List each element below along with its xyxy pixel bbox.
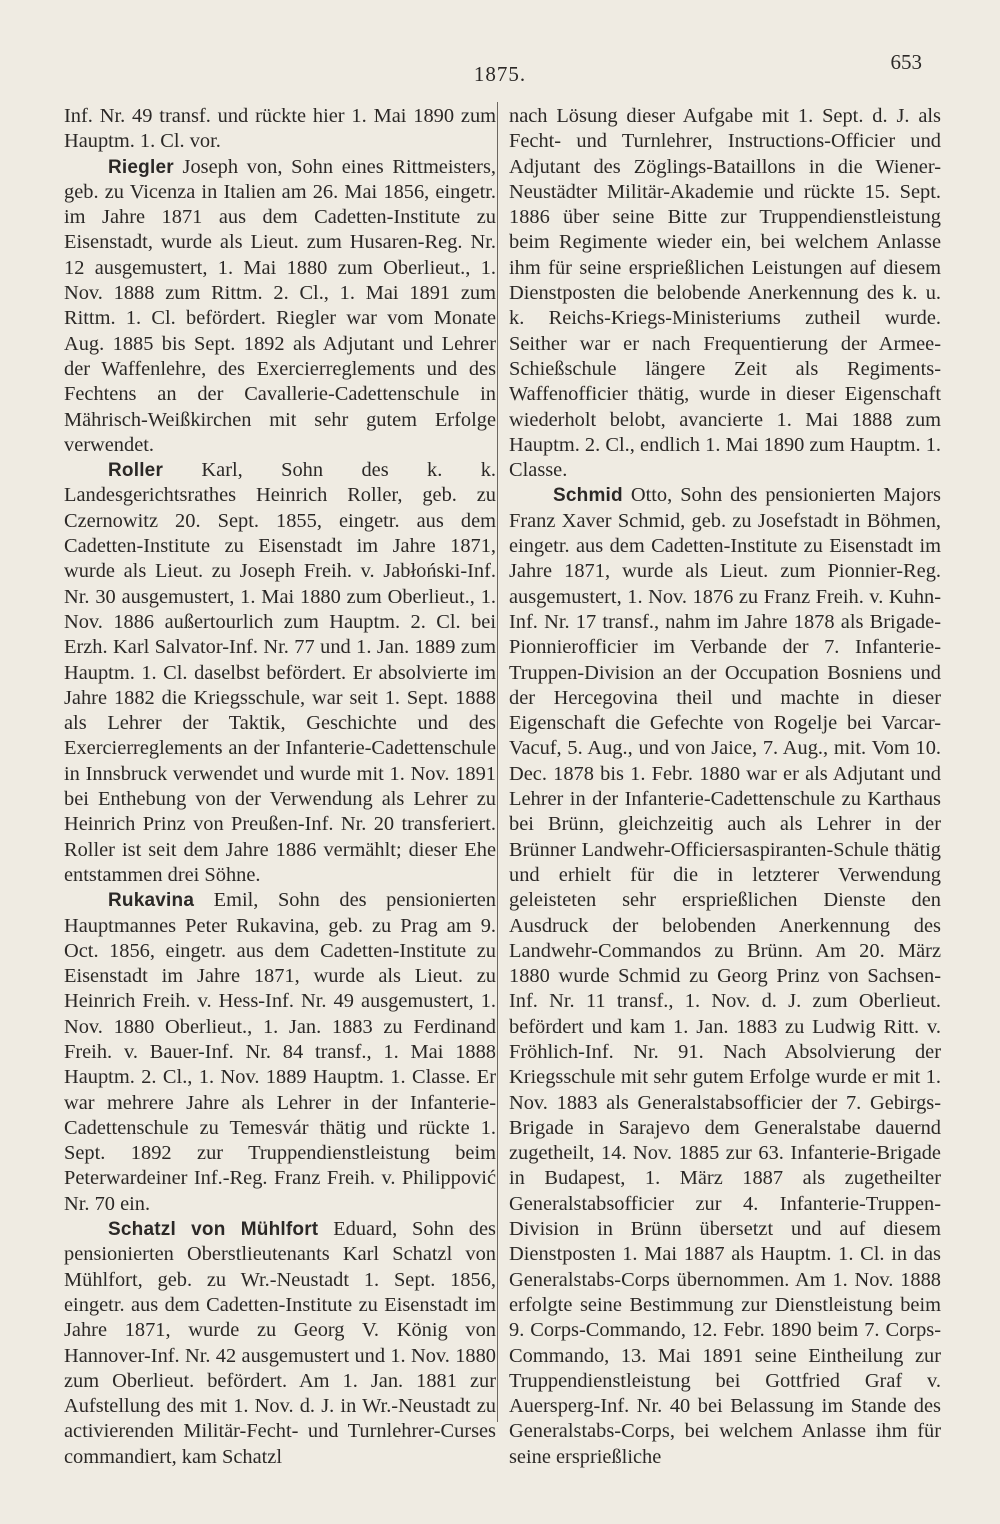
entry-text: Joseph von, Sohn eines Rittmeisters, geb. zu Vicenza in Italien am 26. Mai 1856, eingetr. im Jahre 1871 aus dem Cadetten-Institute zu Eisenstadt, wurde als Lieut. zum Husaren-Reg. Nr. 12 ausgemustert, 1. Mai 1880 zum Oberlieut., 1. Nov. 1888 zum Rittm. 2. Cl., 1. Mai 1891 zum Rittm. 1. Cl. befördert. Riegler war vom Monate Aug. 1885 bis Sept. 1892 als Adjutant und Lehrer der Waffenlehre, des Exercierreglements und des Fechtens an der Cavallerie-Cadettenschule in Mährisch-Weißkirchen mit sehr gutem Erfolge verwendet. [64, 155, 496, 456]
entry-name: Schatzl von Mühlfort [108, 1219, 319, 1241]
paragraph-continuation [64, 104, 496, 155]
paragraph-text: nach Lösung dieser Aufgabe mit 1. Sept. d. J. als Fecht- und Turnlehrer, Instructions-Officier und Adjutant des Zöglings-Bataillons in die Wiener-Neustädter Militär-Akademie und rückte 15. Sept. 1886 über seine Bitte zur Truppendienstleistung beim Regimente wieder ein, bei welchem Anlasse ihm für seine ersprießlichen Leistungen auf diesem Dienstposten die belobende Anerkennung des k. u. k. Reichs-Kriegs-Ministeriums zutheil wurde. Seither war er nach Frequentierung der Armee-Schießschule längere Zeit als Regiments-Waffenofficier thätig, wurde in dieser Eigenschaft wiederholt belobt, avancierte 1. Mai 1888 zum Hauptm. 2. Cl., endlich 1. Mai 1890 zum Hauptm. 1. Classe. [509, 105, 941, 482]
entry-riegler [64, 155, 496, 459]
entry-text: Emil, Sohn des pensionierten Hauptmannes Peter Rukavina, geb. zu Prag am 9. Oct. 1856, eingetr. aus dem Cadetten-Institute zu Eisenstadt im Jahre 1871, wurde als Lieut. zu Heinrich Freih. v. Hess-Inf. Nr. 49 ausgemustert, 1. Nov. 1880 Oberlieut., 1. Jan. 1883 zu Ferdinand Freih. v. Bauer-Inf. Nr. 84 transf., 1. Mai 1888 Hauptm. 2. Cl., 1. Nov. 1889 Hauptm. 1. Classe. Er war mehrere Jahre als Lehrer in der Infanterie-Cadettenschule zu Temesvár thätig und rückte 1. Sept. 1892 zur Truppendienstleistung beim Peterwardeiner Inf.-Reg. Franz Freih. v. Philippović Nr. 70 ein. [64, 889, 496, 1215]
entry-name: Riegler [108, 156, 174, 178]
paragraph-continuation [509, 104, 941, 483]
page-number: 653 [890, 50, 922, 74]
paragraph-text: Inf. Nr. 49 transf. und rückte hier 1. Mai 1890 zum Hauptm. 1. Cl. vor. [64, 105, 496, 153]
page-year-heading: 1875. [473, 62, 527, 86]
column-divider [497, 102, 498, 1422]
entry-name: Roller [108, 460, 164, 482]
entry-name: Schmid [553, 485, 623, 507]
entry-text: Otto, Sohn des pensionierten Majors Franz Xaver Schmid, geb. zu Josefstadt in Böhmen, eingetr. aus dem Cadetten-Institute zu Eisenstadt im Jahre 1871, wurde als Lieut. zum Pionnier-Reg. ausgemustert, 1. Nov. 1876 zu Franz Freih. v. Kuhn-Inf. Nr. 17 transf., nahm im Jahre 1878 als Brigade-Pionnierofficier im Verbande der 7. Infanterie-Truppen-Division an der Occupation Bosniens und der Hercegovina theil und machte in dieser Eigenschaft die Gefechte von Rogelje bei Varcar-Vacuf, 5. Aug., und von Jaice, 7. Aug., mit. Vom 10. Dec. 1878 bis 1. Febr. 1880 war er als Adjutant und Lehrer in der Infanterie-Cadettenschule zu Karthaus bei Brünn, gleichzeitig auch als Lehrer in der Brünner Landwehr-Officiersaspiranten-Schule thätig und erhielt für die in letzterer Verwendung geleisteten sehr ersprießlichen Dienste den Ausdruck der belobenden Anerkennung des Landwehr-Commandos zu Brünn. Am 20. März 1880 wurde Schmid zu Georg Prinz von Sachsen-Inf. Nr. 11 transf., 1. Nov. d. J. zum Oberlieut. befördert und kam 1. Jan. 1883 zu Ludwig Ritt. v. Fröhlich-Inf. Nr. 91. Nach Absolvierung der Kriegsschule mit sehr gutem Erfolge wurde er mit 1. Nov. 1883 als Generalstabsofficier der 7. Gebirgs-Brigade in Sarajevo dem Generalstabe dauernd zugetheilt, 14. Nov. 1885 zur 63. Infanterie-Brigade in Budapest, 1. März 1887 als zugetheilter Generalstabsofficier zur 4. Infanterie-Truppen-Division in Brünn übersetzt und auf diesem Dienstposten 1. Mai 1887 als Hauptm. 1. Cl. in das Generalstabs-Corps übernommen. Am 1. Nov. 1888 erfolgte seine Bestimmung zur Dienstleistung beim 9. Corps-Commando, 12. Febr. 1890 beim 7. Corps-Commando, 13. Mai 1891 seine Eintheilung zur Truppendienstleistung bei Gottfried Graf v. Auersperg-Inf. Nr. 40 bei Belassung im Stande des Generalstabs-Corps, bei welchem Anlasse ihm für seine ersprießliche [509, 484, 941, 1468]
entry-roller [64, 458, 496, 888]
right-column [509, 104, 941, 1470]
entry-schatzl [64, 1217, 496, 1470]
entry-schmid [509, 483, 941, 1470]
left-column [64, 104, 496, 1470]
entry-rukavina [64, 888, 496, 1217]
entry-text: Karl, Sohn des k. k. Landesgerichtsrathes Heinrich Roller, geb. zu Czernowitz 20. Sept. 1855, eingetr. aus dem Cadetten-Institute zu Eisenstadt im Jahre 1871, wurde als Lieut. zu Joseph Freih. v. Jabłoński-Inf. Nr. 30 ausgemustert, 1. Mai 1880 zum Oberlieut., 1. Nov. 1886 außertourlich zum Hauptm. 2. Cl. bei Erzh. Karl Salvator-Inf. Nr. 77 und 1. Jan. 1889 zum Hauptm. 1. Cl. daselbst befördert. Er absolvierte im Jahre 1882 die Kriegsschule, war seit 1. Sept. 1888 als Lehrer der Taktik, Geschichte und des Exercierreglements an der Infanterie-Cadettenschule in Innsbruck verwendet und wurde mit 1. Nov. 1891 bei Enthebung von der Verwendung als Lehrer zu Heinrich Prinz von Preußen-Inf. Nr. 20 transferiert. Roller ist seit dem Jahre 1886 vermählt; dieser Ehe entstammen drei Söhne. [64, 459, 496, 886]
entry-text: Eduard, Sohn des pensionierten Oberstlieutenants Karl Schatzl von Mühlfort, geb. zu Wr.-Neustadt 1. Sept. 1856, eingetr. aus dem Cadetten-Institute zu Eisenstadt im Jahre 1871, wurde zu Georg V. König von Hannover-Inf. Nr. 42 ausgemustert und 1. Nov. 1880 zum Oberlieut. befördert. Am 1. Jan. 1881 zur Aufstellung des mit 1. Nov. d. J. in Wr.-Neustadt zu activierenden Militär-Fecht- und Turnlehrer-Curses commandiert, kam Schatzl [64, 1218, 496, 1468]
entry-name: Rukavina [108, 890, 195, 912]
